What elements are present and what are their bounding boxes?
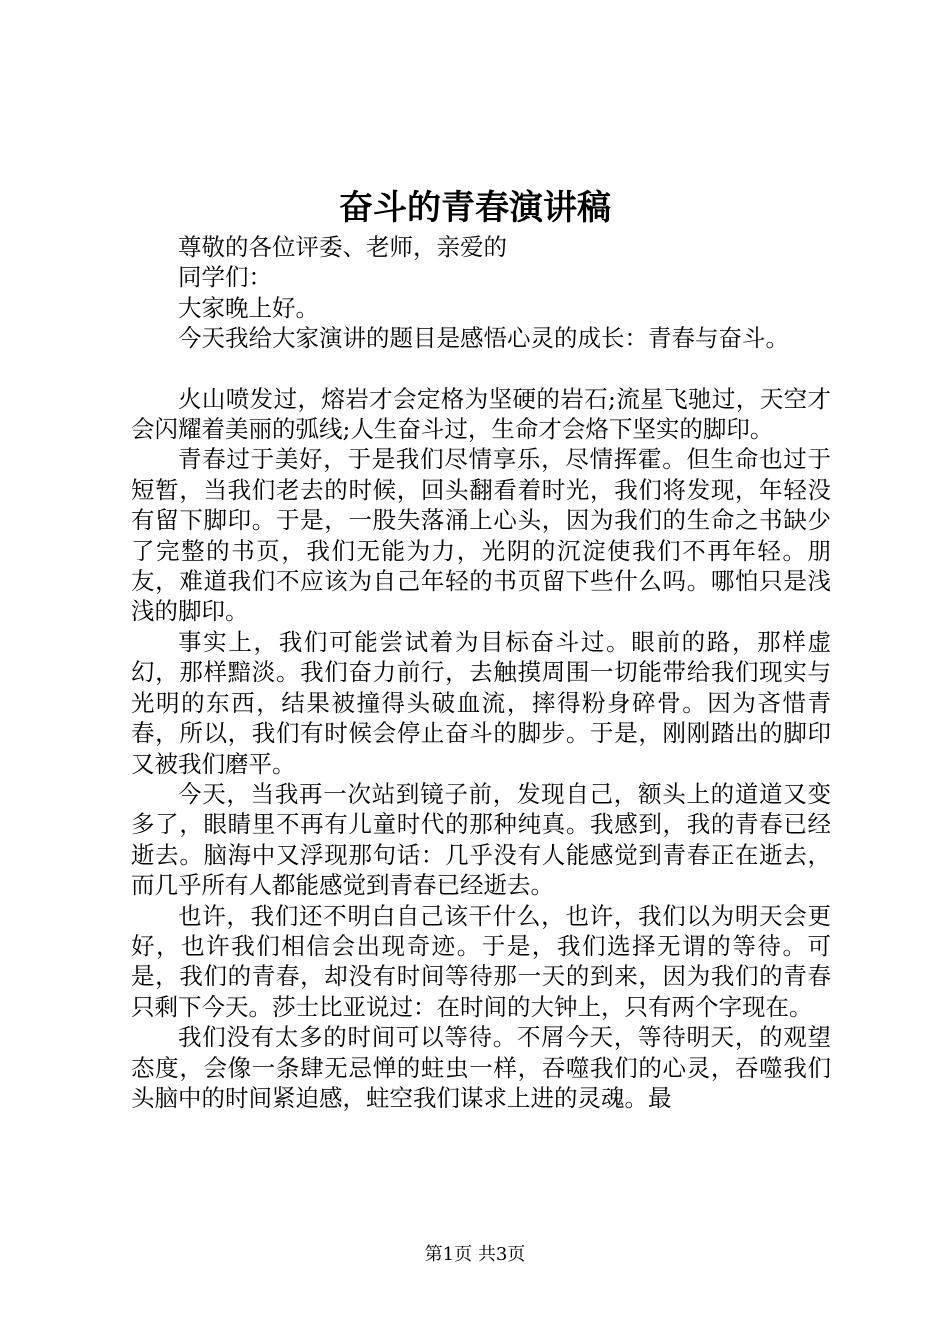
page-title: 奋斗的青春演讲稿 (339, 188, 611, 228)
paragraph-1: 火山喷发过，熔岩才会定格为坚硬的岩石;流星飞驰过，天空才会闪耀着美丽的弧线;人生奋斗过，生命才会烙下坚实的脚印。 (131, 384, 831, 444)
salutation: 大家晚上好。 (178, 293, 319, 322)
paragraph-2: 青春过于美好，于是我们尽情享乐，尽情挥霍。但生命也过于短暂，当我们老去的时候，回头翻看着时光，我们将发现，年轻没有留下脚印。于是，一股失落涌上心头，因为我们的生命之书缺少了完整的书页，我们无能为力，光阴的沉淀使我们不再年轻。朋友，难道我们不应该为自己年轻的书页留下些什么吗。哪怕只是浅浅的脚印。 (131, 445, 831, 626)
page-number-footer: 第1页 共3页 (424, 1244, 526, 1265)
speech-topic: 今天我给大家演讲的题目是感悟心灵的成长：青春与奋斗。 (178, 324, 789, 353)
document-body (131, 232, 831, 1113)
greeting-line-2: 同学们： (178, 263, 272, 292)
paragraph-3: 事实上，我们可能尝试着为目标奋斗过。眼前的路，那样虚幻，那样黯淡。我们奋力前行，去触摸周围一切能带给我们现实与光明的东西，结果被撞得头破血流，摔得粉身碎骨。因为吝惜青春，所以，我们有时候会停止奋斗的脚步。于是，刚刚踏出的脚印又被我们磨平。 (131, 627, 831, 778)
greeting-line-1: 尊敬的各位评委、老师，亲爱的 (178, 233, 507, 261)
paragraph-4: 今天，当我再一次站到镜子前，发现自己，额头上的道道又变多了，眼睛里不再有儿童时代的那种纯真。我感到，我的青春已经逝去。脑海中又浮现那句话：几乎没有人能感觉到青春正在逝去，而几乎所有人都能感觉到青春已经逝去。 (131, 779, 831, 900)
paragraph-5: 也许，我们还不明白自己该干什么，也许，我们以为明天会更好，也许我们相信会出现奇迹。于是，我们选择无谓的等待。可是，我们的青春，却没有时间等待那一天的到来，因为我们的青春只剩下今天。莎士比亚说过：在时间的大钟上，只有两个字现在。 (131, 901, 831, 1021)
paragraph-6: 我们没有太多的时间可以等待。不屑今天，等待明天，的观望态度，会像一条肆无忌惮的蛀虫一样，吞噬我们的心灵，吞噬我们头脑中的时间紧迫感，蛀空我们谋求上进的灵魂。最 (131, 1023, 831, 1112)
